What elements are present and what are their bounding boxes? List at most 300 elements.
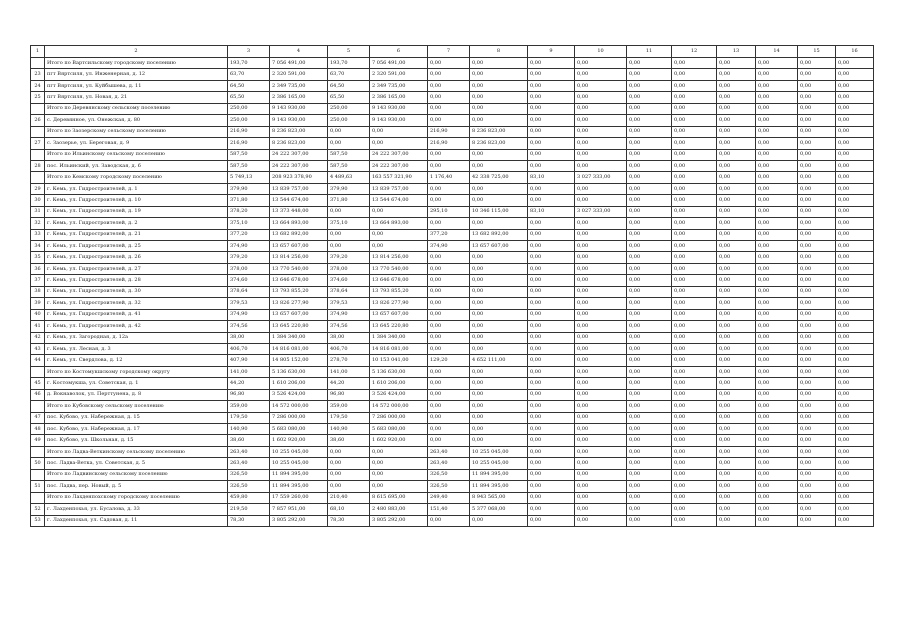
value-cell: 378,00 — [328, 263, 370, 274]
value-cell: 0,00 — [836, 241, 874, 252]
value-cell: 375,10 — [228, 218, 270, 229]
value-cell: 13 664 893,00 — [370, 218, 428, 229]
value-cell: 216,90 — [428, 126, 470, 137]
value-cell: 0,00 — [528, 355, 575, 366]
value-cell: 0,00 — [836, 332, 874, 343]
value-cell: 326,50 — [228, 469, 270, 480]
value-cell: 0,00 — [470, 343, 528, 354]
value-cell: 0,00 — [470, 92, 528, 103]
value-cell: 38,00 — [228, 332, 270, 343]
value-cell: 0,00 — [370, 138, 428, 149]
value-cell: 0,00 — [798, 515, 836, 526]
value-cell: 0,00 — [627, 69, 672, 80]
value-cell: 0,00 — [756, 481, 798, 492]
value-cell: 0,00 — [798, 80, 836, 91]
value-cell: 0,00 — [672, 515, 717, 526]
value-cell: 0,00 — [428, 343, 470, 354]
value-cell: 0,00 — [836, 138, 874, 149]
value-cell: 13 646 678,00 — [370, 275, 428, 286]
row-number-cell: 47 — [31, 412, 45, 423]
value-cell: 0,00 — [717, 183, 756, 194]
value-cell: 38,60 — [228, 435, 270, 446]
value-cell: 0,00 — [672, 160, 717, 171]
column-number-header: 12 — [672, 46, 717, 58]
data-table — [30, 45, 874, 527]
value-cell: 0,00 — [798, 69, 836, 80]
value-cell: 0,00 — [528, 160, 575, 171]
value-cell: 0,00 — [428, 69, 470, 80]
value-cell: 8 236 823,00 — [470, 138, 528, 149]
value-cell: 13 770 540,00 — [370, 263, 428, 274]
value-cell: 0,00 — [798, 298, 836, 309]
row-number-cell: 26 — [31, 115, 45, 126]
value-cell: 0,00 — [798, 263, 836, 274]
value-cell: 13 826 277,90 — [370, 298, 428, 309]
value-cell: 0,00 — [717, 115, 756, 126]
value-cell: 0,00 — [470, 378, 528, 389]
value-cell: 0,00 — [836, 309, 874, 320]
value-cell: 0,00 — [756, 103, 798, 114]
subtotal-row — [31, 58, 874, 69]
value-cell: 0,00 — [575, 321, 627, 332]
value-cell: 0,00 — [528, 492, 575, 503]
value-cell: 0,00 — [756, 298, 798, 309]
row-number-cell: 29 — [31, 183, 45, 194]
value-cell: 14 816 081,00 — [370, 343, 428, 354]
value-cell: 0,00 — [627, 355, 672, 366]
value-cell: 0,00 — [717, 412, 756, 423]
value-cell: 0,00 — [370, 241, 428, 252]
value-cell: 0,00 — [428, 424, 470, 435]
value-cell: 13 657 607,00 — [270, 241, 328, 252]
value-cell: 0,00 — [756, 343, 798, 354]
value-cell: 374,90 — [228, 309, 270, 320]
value-cell: 63,70 — [328, 69, 370, 80]
value-cell: 0,00 — [528, 183, 575, 194]
value-cell: 0,00 — [672, 195, 717, 206]
address-cell: Итого по Кемскому городскому поселению — [45, 172, 228, 183]
table-row — [31, 218, 874, 229]
value-cell: 0,00 — [756, 69, 798, 80]
row-number-cell: 50 — [31, 458, 45, 469]
address-cell: с. Деревянное, ул. Онежская, д. 80 — [45, 115, 228, 126]
value-cell: 1 610 206,00 — [370, 378, 428, 389]
value-cell: 44,20 — [228, 378, 270, 389]
value-cell: 0,00 — [672, 149, 717, 160]
value-cell: 0,00 — [528, 58, 575, 69]
value-cell: 0,00 — [836, 149, 874, 160]
value-cell: 0,00 — [836, 172, 874, 183]
subtotal-row — [31, 103, 874, 114]
row-number-cell: 33 — [31, 229, 45, 240]
value-cell: 0,00 — [798, 412, 836, 423]
value-cell: 0,00 — [756, 252, 798, 263]
value-cell: 5 377 068,00 — [470, 504, 528, 515]
value-cell: 0,00 — [836, 389, 874, 400]
value-cell: 1 176,40 — [428, 172, 470, 183]
value-cell: 44,20 — [328, 378, 370, 389]
value-cell: 0,00 — [756, 458, 798, 469]
value-cell: 0,00 — [627, 412, 672, 423]
value-cell: 0,00 — [756, 218, 798, 229]
value-cell: 0,00 — [627, 229, 672, 240]
value-cell: 0,00 — [672, 80, 717, 91]
table-row — [31, 515, 874, 526]
table-row — [31, 241, 874, 252]
value-cell: 0,00 — [756, 138, 798, 149]
value-cell: 0,00 — [470, 195, 528, 206]
value-cell: 208 923 378,90 — [270, 172, 328, 183]
row-number-cell: 48 — [31, 424, 45, 435]
value-cell: 326,50 — [428, 469, 470, 480]
value-cell: 0,00 — [717, 138, 756, 149]
column-number-header: 8 — [470, 46, 528, 58]
value-cell: 0,00 — [836, 115, 874, 126]
value-cell: 0,00 — [717, 401, 756, 412]
address-cell: г. Лахденпохья, ул. Бусалова, д. 33 — [45, 504, 228, 515]
value-cell: 0,00 — [627, 515, 672, 526]
value-cell: 0,00 — [717, 378, 756, 389]
value-cell: 0,00 — [717, 492, 756, 503]
value-cell: 0,00 — [328, 206, 370, 217]
value-cell: 0,00 — [627, 504, 672, 515]
value-cell: 0,00 — [798, 355, 836, 366]
value-cell: 0,00 — [756, 183, 798, 194]
value-cell: 2 320 591,00 — [370, 69, 428, 80]
table-row — [31, 378, 874, 389]
value-cell: 378,64 — [328, 286, 370, 297]
value-cell: 377,20 — [428, 229, 470, 240]
address-cell: г. Кемь, ул. Гидростроителей, д. 27 — [45, 263, 228, 274]
value-cell: 0,00 — [627, 149, 672, 160]
value-cell: 11 894 395,00 — [470, 481, 528, 492]
table-row — [31, 206, 874, 217]
value-cell: 0,00 — [575, 149, 627, 160]
value-cell: 0,00 — [470, 80, 528, 91]
value-cell: 0,00 — [575, 435, 627, 446]
address-cell: Итого по Ладвинскому сельскому поселению — [45, 469, 228, 480]
value-cell: 0,00 — [798, 492, 836, 503]
value-cell: 379,53 — [228, 298, 270, 309]
value-cell: 0,00 — [756, 229, 798, 240]
value-cell: 0,00 — [627, 172, 672, 183]
value-cell: 0,00 — [798, 115, 836, 126]
value-cell: 13 839 757,00 — [270, 183, 328, 194]
value-cell: 2 386 165,00 — [370, 92, 428, 103]
table-row — [31, 183, 874, 194]
value-cell: 3 805 292,00 — [270, 515, 328, 526]
value-cell: 0,00 — [528, 378, 575, 389]
value-cell: 0,00 — [836, 469, 874, 480]
row-number-cell — [31, 492, 45, 503]
value-cell: 0,00 — [717, 343, 756, 354]
value-cell: 0,00 — [428, 195, 470, 206]
value-cell: 0,00 — [717, 332, 756, 343]
value-cell: 14 816 081,00 — [270, 343, 328, 354]
value-cell: 359,00 — [228, 401, 270, 412]
row-number-cell: 30 — [31, 195, 45, 206]
value-cell: 0,00 — [627, 126, 672, 137]
address-cell: г. Кемь, ул. Гидростроителей, д. 2 — [45, 218, 228, 229]
value-cell: 0,00 — [470, 515, 528, 526]
value-cell: 0,00 — [672, 218, 717, 229]
value-cell: 0,00 — [575, 343, 627, 354]
value-cell: 0,00 — [836, 263, 874, 274]
row-number-cell: 38 — [31, 286, 45, 297]
value-cell: 0,00 — [756, 309, 798, 320]
value-cell: 0,00 — [798, 378, 836, 389]
value-cell: 17 559 260,00 — [270, 492, 328, 503]
value-cell: 0,00 — [575, 286, 627, 297]
value-cell: 0,00 — [836, 126, 874, 137]
value-cell: 263,40 — [228, 446, 270, 457]
address-cell: Итого по Ильинскому сельскому поселению — [45, 149, 228, 160]
value-cell: 151,40 — [428, 504, 470, 515]
value-cell: 3 027 333,00 — [575, 206, 627, 217]
value-cell: 9 143 930,00 — [370, 103, 428, 114]
value-cell: 0,00 — [575, 378, 627, 389]
value-cell: 2 320 591,00 — [270, 69, 328, 80]
value-cell: 378,00 — [228, 263, 270, 274]
value-cell: 0,00 — [798, 126, 836, 137]
value-cell: 250,00 — [328, 103, 370, 114]
table-row — [31, 504, 874, 515]
value-cell: 0,00 — [575, 263, 627, 274]
value-cell: 0,00 — [756, 126, 798, 137]
value-cell: 3 805 292,00 — [370, 515, 428, 526]
value-cell: 0,00 — [428, 252, 470, 263]
value-cell: 0,00 — [836, 229, 874, 240]
row-number-cell — [31, 172, 45, 183]
value-cell: 0,00 — [627, 195, 672, 206]
value-cell: 0,00 — [756, 275, 798, 286]
address-cell: г. Кемь, ул. Гидростроителей, д. 28 — [45, 275, 228, 286]
row-number-cell: 39 — [31, 298, 45, 309]
value-cell: 0,00 — [798, 229, 836, 240]
value-cell: 13 770 540,00 — [270, 263, 328, 274]
value-cell: 0,00 — [627, 481, 672, 492]
row-number-cell — [31, 58, 45, 69]
value-cell: 0,00 — [717, 149, 756, 160]
value-cell: 0,00 — [836, 343, 874, 354]
value-cell: 0,00 — [756, 366, 798, 377]
value-cell: 0,00 — [428, 58, 470, 69]
value-cell: 2 349 735,00 — [270, 80, 328, 91]
value-cell: 0,00 — [756, 92, 798, 103]
value-cell: 0,00 — [428, 515, 470, 526]
value-cell: 7 857 951,00 — [270, 504, 328, 515]
value-cell: 0,00 — [717, 366, 756, 377]
value-cell: 7 286 000,00 — [370, 412, 428, 423]
value-cell: 0,00 — [528, 515, 575, 526]
value-cell: 379,90 — [228, 183, 270, 194]
column-number-header: 3 — [228, 46, 270, 58]
table-row — [31, 286, 874, 297]
row-number-cell: 37 — [31, 275, 45, 286]
value-cell: 0,00 — [672, 298, 717, 309]
address-cell: г. Кемь, ул. Гидростроителей, д. 41 — [45, 309, 228, 320]
subtotal-row — [31, 401, 874, 412]
value-cell: 0,00 — [627, 115, 672, 126]
value-cell: 0,00 — [672, 138, 717, 149]
value-cell: 0,00 — [470, 115, 528, 126]
value-cell: 0,00 — [575, 446, 627, 457]
value-cell: 0,00 — [717, 298, 756, 309]
value-cell: 0,00 — [672, 424, 717, 435]
value-cell: 0,00 — [717, 321, 756, 332]
value-cell: 0,00 — [717, 160, 756, 171]
table-row — [31, 80, 874, 91]
value-cell: 13 646 678,00 — [270, 275, 328, 286]
address-cell: г. Кемь, ул. Гидростроителей, д. 32 — [45, 298, 228, 309]
address-cell: г. Кемь, ул. Свердлова, д. 12 — [45, 355, 228, 366]
value-cell: 0,00 — [836, 492, 874, 503]
table-row — [31, 481, 874, 492]
value-cell: 375,10 — [328, 218, 370, 229]
value-cell: 0,00 — [798, 241, 836, 252]
value-cell: 179,50 — [228, 412, 270, 423]
value-cell: 0,00 — [672, 504, 717, 515]
address-cell: пос. Ладва-Ветка, ул. Советская, д. 5 — [45, 458, 228, 469]
value-cell: 0,00 — [836, 481, 874, 492]
value-cell: 83,10 — [528, 206, 575, 217]
value-cell: 0,00 — [836, 218, 874, 229]
value-cell: 10 255 045,00 — [270, 458, 328, 469]
table-row — [31, 275, 874, 286]
value-cell: 0,00 — [627, 103, 672, 114]
value-cell: 1 602 920,00 — [370, 435, 428, 446]
table-row — [31, 343, 874, 354]
value-cell: 0,00 — [672, 58, 717, 69]
address-cell: г. Кемь, ул. Гидростроителей, д. 25 — [45, 241, 228, 252]
value-cell: 7 056 491,00 — [270, 58, 328, 69]
value-cell: 0,00 — [798, 389, 836, 400]
value-cell: 374,60 — [328, 275, 370, 286]
table-row — [31, 424, 874, 435]
address-cell: Итого по Деревянскому сельскому поселению — [45, 103, 228, 114]
value-cell: 65,50 — [328, 92, 370, 103]
value-cell: 216,90 — [428, 138, 470, 149]
value-cell: 0,00 — [627, 389, 672, 400]
value-cell: 2 386 165,00 — [270, 92, 328, 103]
value-cell: 2 480 883,00 — [370, 504, 428, 515]
value-cell: 0,00 — [627, 286, 672, 297]
value-cell: 13 657 607,00 — [370, 309, 428, 320]
value-cell: 0,00 — [756, 424, 798, 435]
value-cell: 0,00 — [428, 286, 470, 297]
value-cell: 0,00 — [627, 321, 672, 332]
row-number-cell: 53 — [31, 515, 45, 526]
value-cell: 0,00 — [836, 252, 874, 263]
value-cell: 371,80 — [228, 195, 270, 206]
value-cell: 8 236 823,00 — [270, 138, 328, 149]
value-cell: 193,70 — [228, 58, 270, 69]
value-cell: 0,00 — [717, 286, 756, 297]
value-cell: 0,00 — [672, 435, 717, 446]
value-cell: 96,80 — [228, 389, 270, 400]
row-number-cell — [31, 149, 45, 160]
value-cell: 0,00 — [575, 126, 627, 137]
value-cell: 141,00 — [328, 366, 370, 377]
value-cell: 0,00 — [717, 481, 756, 492]
value-cell: 0,00 — [428, 378, 470, 389]
value-cell: 0,00 — [836, 183, 874, 194]
value-cell: 0,00 — [470, 321, 528, 332]
value-cell: 295,10 — [428, 206, 470, 217]
value-cell: 0,00 — [575, 298, 627, 309]
table-row — [31, 389, 874, 400]
address-cell: г. Кемь, ул. Гидростроителей, д. 42 — [45, 321, 228, 332]
value-cell: 78,30 — [228, 515, 270, 526]
value-cell: 0,00 — [672, 446, 717, 457]
value-cell: 250,00 — [228, 115, 270, 126]
value-cell: 0,00 — [836, 446, 874, 457]
value-cell: 0,00 — [717, 504, 756, 515]
value-cell: 379,90 — [328, 183, 370, 194]
row-number-cell — [31, 469, 45, 480]
value-cell: 250,00 — [228, 103, 270, 114]
value-cell: 0,00 — [798, 92, 836, 103]
value-cell: 0,00 — [798, 103, 836, 114]
value-cell: 0,00 — [428, 103, 470, 114]
value-cell: 0,00 — [672, 275, 717, 286]
subtotal-row — [31, 366, 874, 377]
value-cell: 0,00 — [575, 195, 627, 206]
value-cell: 0,00 — [470, 183, 528, 194]
value-cell: 0,00 — [672, 469, 717, 480]
value-cell: 0,00 — [627, 469, 672, 480]
address-cell: пгт Вяртсиля, ул. Куйбышева, д. 11 — [45, 80, 228, 91]
value-cell: 374,60 — [228, 275, 270, 286]
value-cell: 0,00 — [756, 332, 798, 343]
value-cell: 0,00 — [627, 275, 672, 286]
value-cell: 0,00 — [575, 160, 627, 171]
value-cell: 9 143 930,00 — [270, 115, 328, 126]
value-cell: 0,00 — [428, 332, 470, 343]
value-cell: 0,00 — [717, 126, 756, 137]
value-cell: 0,00 — [717, 229, 756, 240]
value-cell: 0,00 — [575, 515, 627, 526]
value-cell: 0,00 — [470, 69, 528, 80]
value-cell: 0,00 — [717, 515, 756, 526]
value-cell: 0,00 — [328, 241, 370, 252]
value-cell: 0,00 — [528, 366, 575, 377]
value-cell: 0,00 — [627, 218, 672, 229]
value-cell: 0,00 — [328, 126, 370, 137]
row-number-cell: 35 — [31, 252, 45, 263]
value-cell: 0,00 — [672, 241, 717, 252]
value-cell: 4 489,63 — [328, 172, 370, 183]
value-cell: 0,00 — [575, 424, 627, 435]
address-cell: с. Заозерье, ул. Береговая, д. 9 — [45, 138, 228, 149]
column-number-header: 14 — [756, 46, 798, 58]
value-cell: 0,00 — [798, 172, 836, 183]
value-cell: 0,00 — [575, 412, 627, 423]
value-cell: 0,00 — [627, 206, 672, 217]
value-cell: 24 222 307,00 — [370, 160, 428, 171]
value-cell: 0,00 — [798, 309, 836, 320]
column-number-header: 2 — [45, 46, 228, 58]
value-cell: 0,00 — [528, 92, 575, 103]
value-cell: 0,00 — [836, 504, 874, 515]
subtotal-row — [31, 492, 874, 503]
value-cell: 0,00 — [528, 286, 575, 297]
value-cell: 0,00 — [717, 58, 756, 69]
value-cell: 0,00 — [575, 309, 627, 320]
value-cell: 0,00 — [672, 355, 717, 366]
value-cell: 0,00 — [798, 286, 836, 297]
value-cell: 0,00 — [717, 355, 756, 366]
